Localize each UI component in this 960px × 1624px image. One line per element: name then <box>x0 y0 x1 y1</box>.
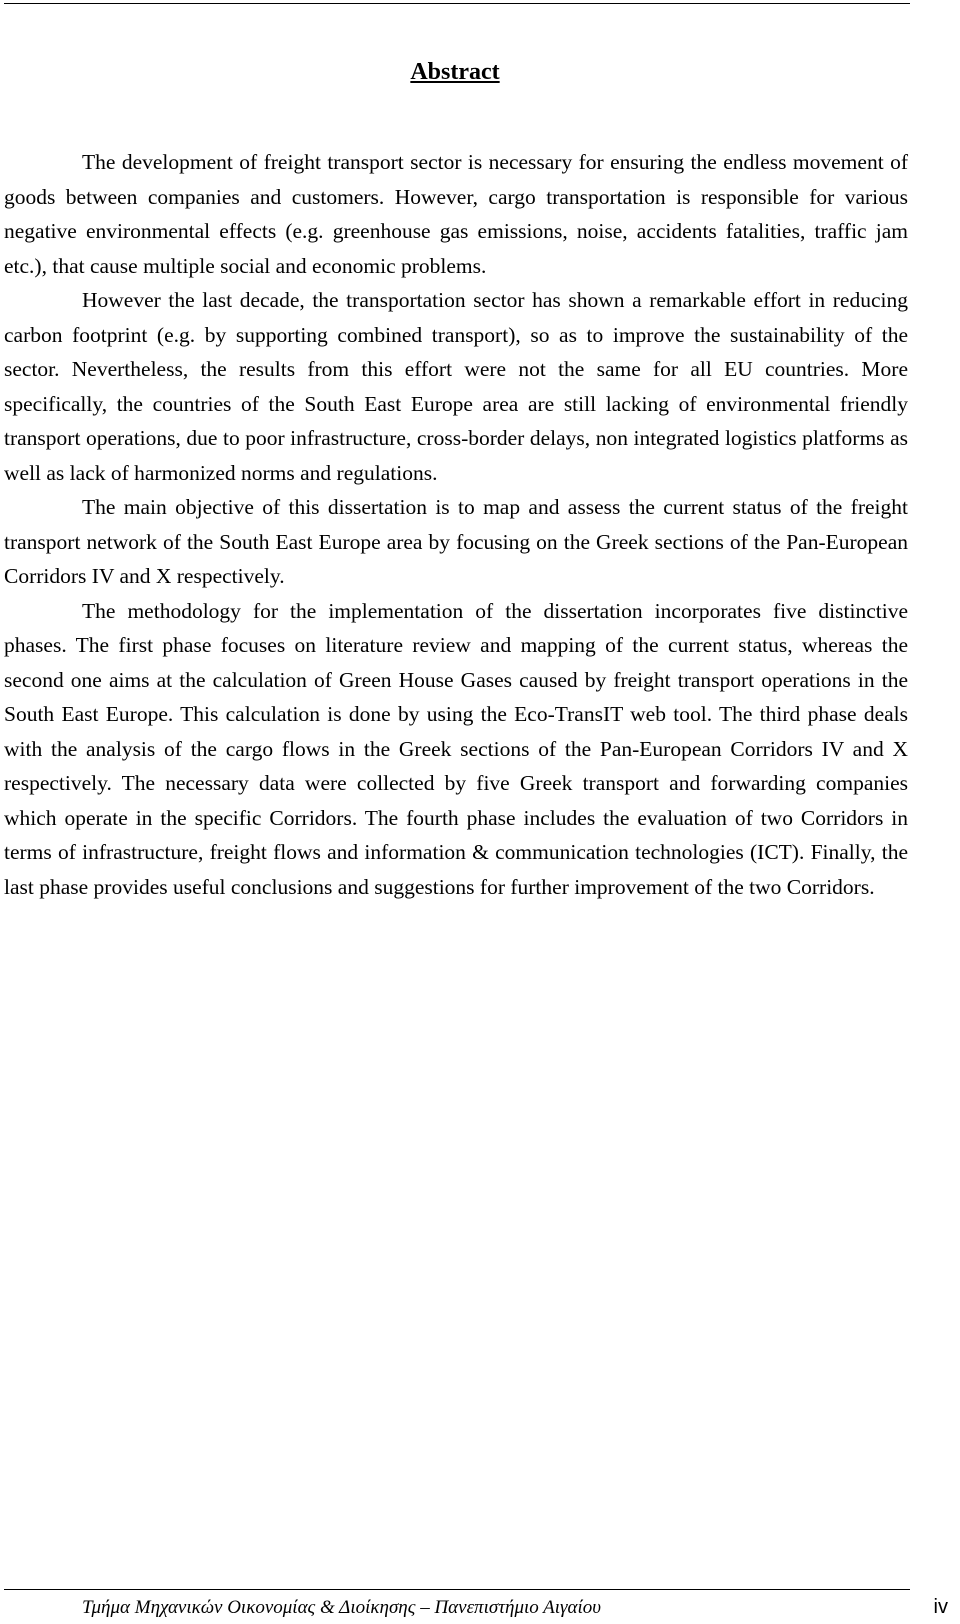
footer-rule <box>4 1589 910 1590</box>
paragraph-1: The development of freight transport sector is necessary for ensuring the endless movement of goods between companies and customers. However, cargo transportation is responsible for various negative environmental effects (e.g. greenhouse gas emissions, noise, accidents fatalities, traffic jam etc.), that cause multiple social and economic problems. <box>4 150 908 278</box>
paragraph-2: However the last decade, the transportation sector has shown a remarkable effort in reducing carbon footprint (e.g. by supporting combined transport), so as to improve the sustainability of the sector. Nevertheless, the results from this effort were not the same for all EU countries. More specifically, the countries of the South East Europe area are still lacking of environmental friendly transport operations, due to poor infrastructure, cross-border delays, non integrated logistics platforms as well as lack of harmonized norms and regulations. <box>4 288 908 485</box>
abstract-body <box>4 145 908 904</box>
paragraph-3: The main objective of this dissertation is to map and assess the current status of the freight transport network of the South East Europe area by focusing on the Greek sections of the Pan-European Corridors IV and X respectively. <box>4 495 908 588</box>
page-title: Abstract <box>410 59 500 85</box>
paragraph-4: The methodology for the implementation of the dissertation incorporates five distinctive phases. The first phase focuses on literature review and mapping of the current status, whereas the second one aims at the calculation of Green House Gases caused by freight transport operations in the South East Europe. This calculation is done by using the Eco-TransIT web tool. The third phase deals with the analysis of the cargo flows in the Greek sections of the Pan-European Corridors IV and X respectively. The necessary data were collected by five Greek transport and forwarding companies which operate in the specific Corridors. The fourth phase includes the evaluation of two Corridors in terms of infrastructure, freight flows and information & communication technologies (ICT). Finally, the last phase provides useful conclusions and suggestions for further improvement of the two Corridors. <box>4 598 908 899</box>
page-number: iv <box>933 1596 948 1618</box>
header-rule <box>4 3 910 4</box>
footer-text: Τμήμα Μηχανικών Οικονομίας & Διοίκησης – Πανεπιστήμιο Αιγαίου <box>82 1597 602 1618</box>
